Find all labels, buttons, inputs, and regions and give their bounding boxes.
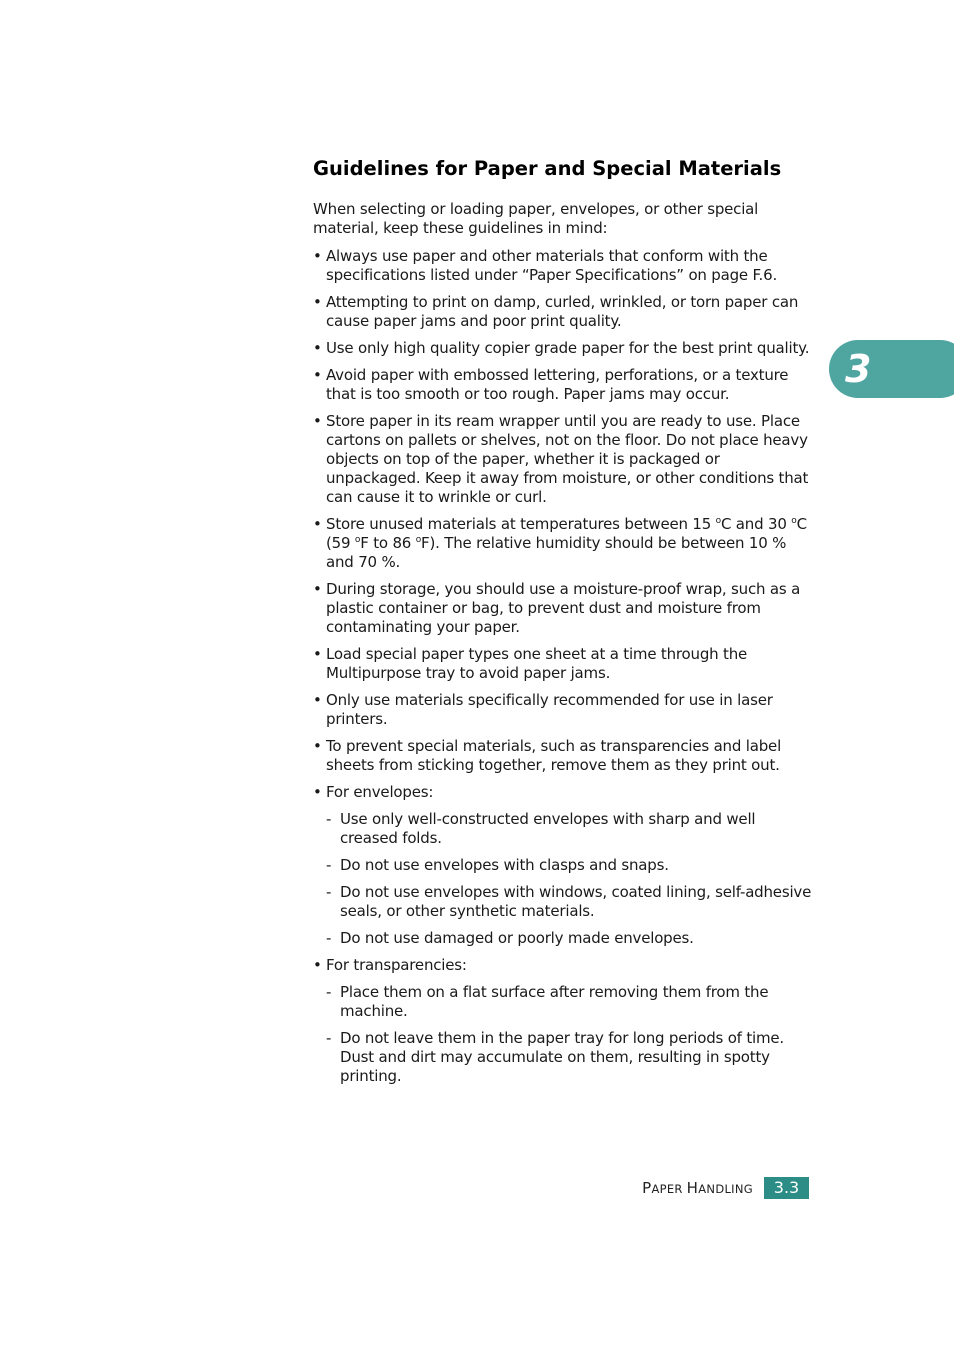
list-item [313, 339, 813, 358]
dash-icon: - [326, 883, 332, 901]
list-item [313, 412, 813, 507]
list-item-text: Store unused materials at temperatures between 15 $^o$C and 30 $^o$C (59 $^o$F to 86 $^o$F). The relative humidity should be between 10 % and 70 %. [326, 515, 807, 571]
bullet-icon: • [313, 293, 322, 311]
list-item-text: Use only high quality copier grade paper for the best print quality. [326, 339, 810, 357]
page-content [313, 156, 813, 1094]
bullet-icon: • [313, 515, 322, 533]
list-item-text: Load special paper types one sheet at a time through the Multipurpose tray to avoid paper jams. [326, 645, 748, 682]
bullet-icon: • [313, 247, 322, 265]
bullet-icon: • [313, 645, 322, 663]
dash-icon: - [326, 929, 332, 947]
list-item-transparencies [313, 956, 813, 1086]
degree-symbol: o [354, 535, 361, 545]
sublist-item: - Do not use damaged or poorly made envelopes. [326, 929, 694, 947]
bullet-icon: • [313, 691, 322, 709]
page-number: 3.3 [764, 1177, 809, 1199]
list-item-text: During storage, you should use a moisture-proof wrap, such as a plastic container or bag, to prevent dust and moisture from contaminating your paper. [326, 580, 801, 636]
list-item-temperature [313, 515, 813, 572]
page-footer [600, 1177, 810, 1200]
list-item [313, 580, 813, 637]
footer-section-label: PAPER HANDLING [642, 1179, 753, 1197]
bullet-icon: • [313, 580, 322, 598]
list-item-text: For transparencies: [326, 956, 467, 974]
chapter-number: 3 [845, 347, 872, 391]
dash-icon: - [326, 856, 332, 874]
envelopes-sublist [326, 810, 813, 948]
list-item [313, 293, 813, 331]
degree-symbol: o [415, 535, 422, 545]
sublist-item: - Do not use envelopes with clasps and snaps. [326, 856, 669, 874]
sublist-item: - Do not leave them in the paper tray for long periods of time. Dust and dirt may accumulate on them, resulting in spotty printing. [326, 1029, 784, 1085]
chapter-tab [829, 340, 954, 398]
degree-symbol: o [715, 516, 721, 526]
dash-icon: - [326, 1029, 332, 1047]
dash-icon: - [326, 810, 332, 828]
list-item-text: Avoid paper with embossed lettering, perforations, or a texture that is too smooth or too rough. Paper jams may occur. [326, 366, 789, 403]
sublist-item: - Use only well-constructed envelopes with sharp and well creased folds. [326, 810, 756, 847]
list-item [313, 645, 813, 683]
list-item-envelopes [313, 783, 813, 948]
intro-paragraph: When selecting or loading paper, envelopes, or other special material, keep these guidelines in mind: [313, 200, 759, 237]
degree-symbol: o [791, 516, 797, 526]
list-item [313, 691, 813, 729]
list-item [313, 366, 813, 404]
list-item-text: For envelopes: [326, 783, 434, 801]
sublist-item: - Place them on a flat surface after removing them from the machine. [326, 983, 769, 1020]
list-item [313, 737, 813, 775]
list-item [313, 247, 813, 285]
list-item-text: To prevent special materials, such as transparencies and label sheets from sticking together, remove them as they print out. [326, 737, 782, 774]
transparencies-sublist [326, 983, 813, 1086]
dash-icon: - [326, 983, 332, 1001]
sublist-item: - Do not use envelopes with windows, coated lining, self-adhesive seals, or other synthetic materials. [326, 883, 812, 920]
list-item-text: Store paper in its ream wrapper until you are ready to use. Place cartons on pallets or shelves, not on the floor. Do not place heavy objects on top of the paper, whether it is packaged or unpackaged. Keep it away from moisture, or other conditions that can cause it to wrinkle or curl. [326, 412, 809, 506]
bullet-icon: • [313, 956, 322, 974]
bullet-icon: • [313, 737, 322, 755]
guidelines-list [313, 247, 813, 1086]
bullet-icon: • [313, 339, 322, 357]
bullet-icon: • [313, 366, 322, 384]
list-item-text: Only use materials specifically recommended for use in laser printers. [326, 691, 773, 728]
bullet-icon: • [313, 783, 322, 801]
bullet-icon: • [313, 412, 322, 430]
list-item-text: Always use paper and other materials that conform with the specifications listed under “Paper Specifications” on page F.6. [326, 247, 778, 284]
section-title: Guidelines for Paper and Special Materials [313, 157, 782, 180]
list-item-text: Attempting to print on damp, curled, wrinkled, or torn paper can cause paper jams and poor print quality. [326, 293, 799, 330]
